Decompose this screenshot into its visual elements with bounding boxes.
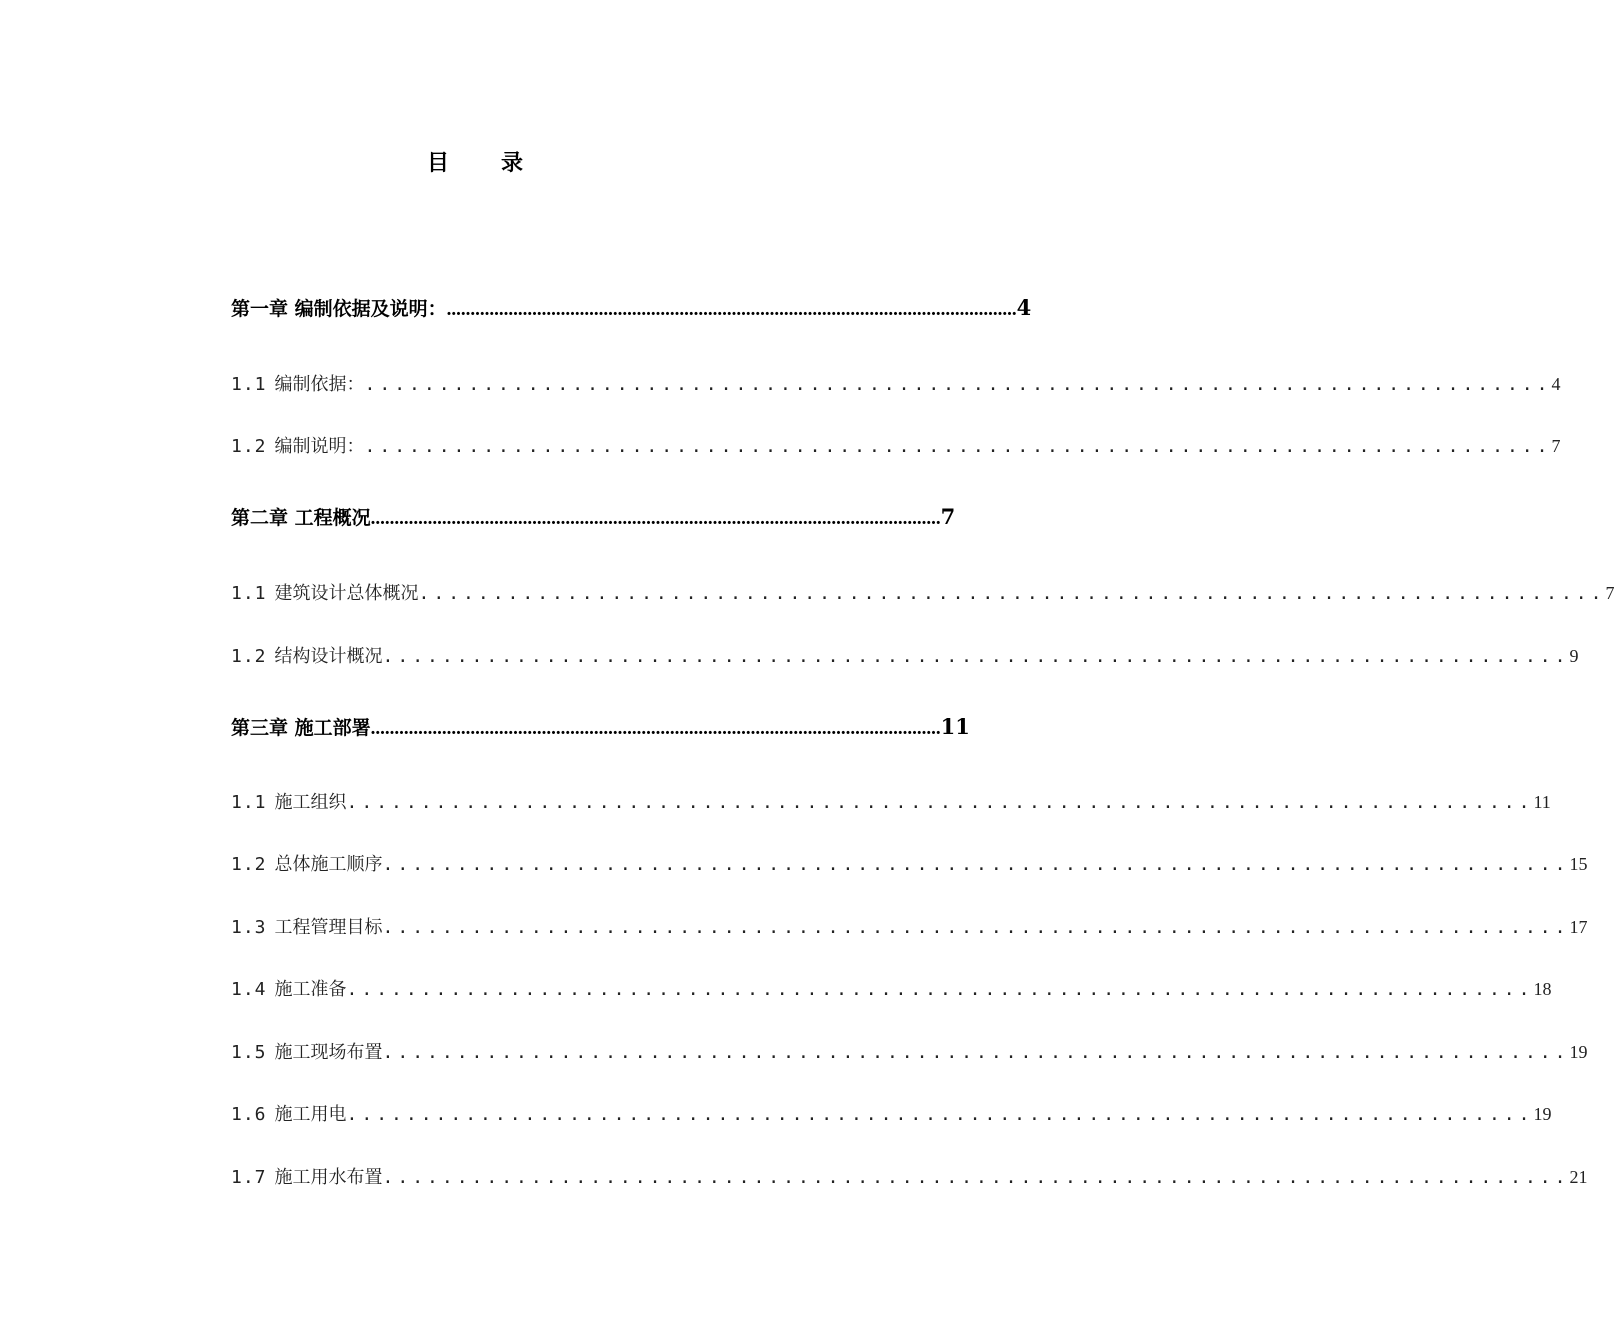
toc-section-label [231,1163,383,1189]
toc-section-title: 施工组织 [274,792,347,813]
toc-section-number: 1.1 [231,792,267,813]
toc-section-label [231,788,347,814]
toc-section-label [231,913,383,939]
toc-section-number: 1.4 [231,979,267,1000]
toc-leader: ................................................................................ [382,646,1570,667]
toc-leader: ........................................................................................................................ [446,299,1017,320]
toc-section-number: 1.2 [231,436,267,457]
toc-section-3-6[interactable] [231,1100,1552,1126]
toc-section-number: 1.1 [231,583,267,604]
toc-section-title: 结构设计概况 [274,646,383,667]
toc-page-number: 7 [1605,583,1614,603]
toc-section-number: 1.2 [231,646,267,667]
toc-section-2-2[interactable] [231,642,1579,668]
title-char-1: 目 [426,151,449,176]
toc-page-number: 19 [1533,1104,1552,1124]
toc-page-number: 17 [1569,917,1588,937]
toc-leader: ................................................................................ [346,1104,1534,1125]
toc-section-title: 施工现场布置 [274,1042,383,1063]
toc-section-title: 建筑设计总体概况 [274,583,419,604]
toc-section-label [231,1100,347,1126]
toc-chapter-label: 第三章 施工部署 [231,717,371,739]
toc-leader: ........................................................................................................................ [370,718,941,739]
toc-page-number: 18 [1533,979,1552,999]
toc-section-label [231,1038,383,1064]
toc-section-3-2[interactable] [231,850,1588,876]
toc-section-number: 1.7 [231,1167,267,1188]
toc-page-number: 7 [940,504,956,529]
toc-leader: ................................................................................ [382,1042,1570,1063]
toc-leader: ................................................................................ [346,979,1534,1000]
toc-chapter-label: 第一章 编制依据及说明： [231,298,447,320]
toc-page-number: 15 [1569,854,1588,874]
toc-section-1-2[interactable] [231,432,1561,458]
toc-leader: ................................................................................ [346,792,1534,813]
toc-section-3-4[interactable] [231,975,1552,1001]
toc-page-number: 19 [1569,1042,1588,1062]
toc-section-2-1[interactable] [231,579,1614,605]
toc-section-label [231,975,347,1001]
toc-section-title: 编制依据： [274,374,365,395]
toc-chapter-3[interactable] [231,713,970,740]
toc-chapter-1[interactable] [231,294,1032,321]
toc-leader: ................................................................................ [364,374,1552,395]
toc-section-number: 1.3 [231,917,267,938]
toc-section-label [231,579,419,605]
toc-page-number: 11 [940,714,970,739]
toc-chapter-2[interactable] [231,503,956,530]
toc-section-title: 编制说明： [274,436,365,457]
toc-section-title: 施工准备 [274,979,347,1000]
toc-section-title: 总体施工顺序 [274,854,383,875]
toc-section-title: 工程管理目标 [274,917,383,938]
toc-section-number: 1.2 [231,854,267,875]
toc-section-label [231,642,383,668]
toc-chapter-label: 第二章 工程概况 [231,507,371,529]
toc-leader: ................................................................................ [364,436,1552,457]
toc-section-title: 施工用水布置 [274,1167,383,1188]
toc-leader: ................................................................................ [382,854,1570,875]
toc-section-number: 1.5 [231,1042,267,1063]
toc-page-number: 4 [1016,295,1032,320]
title-char-2: 录 [501,151,524,176]
toc-leader: ................................................................................ [418,583,1606,604]
toc-section-label [231,432,365,458]
toc-section-3-1[interactable] [231,788,1551,814]
toc-section-label [231,370,365,396]
toc-leader: ........................................................................................................................ [370,508,941,529]
toc-section-3-7[interactable] [231,1163,1588,1189]
toc-section-title: 施工用电 [274,1104,347,1125]
toc-section-label [231,850,383,876]
toc-page-number: 7 [1551,436,1561,456]
toc-section-3-3[interactable] [231,913,1588,939]
toc-page-number: 21 [1569,1167,1588,1187]
toc-leader: ................................................................................ [382,1167,1570,1188]
toc-section-3-5[interactable] [231,1038,1588,1064]
toc-leader: ................................................................................ [382,917,1570,938]
toc-section-number: 1.1 [231,374,267,395]
toc-page-number: 9 [1569,646,1579,666]
page-title [0,146,950,177]
toc-section-1-1[interactable] [231,370,1561,396]
toc-section-number: 1.6 [231,1104,267,1125]
toc-page-number: 4 [1551,374,1561,394]
toc-page-number: 11 [1533,792,1551,812]
